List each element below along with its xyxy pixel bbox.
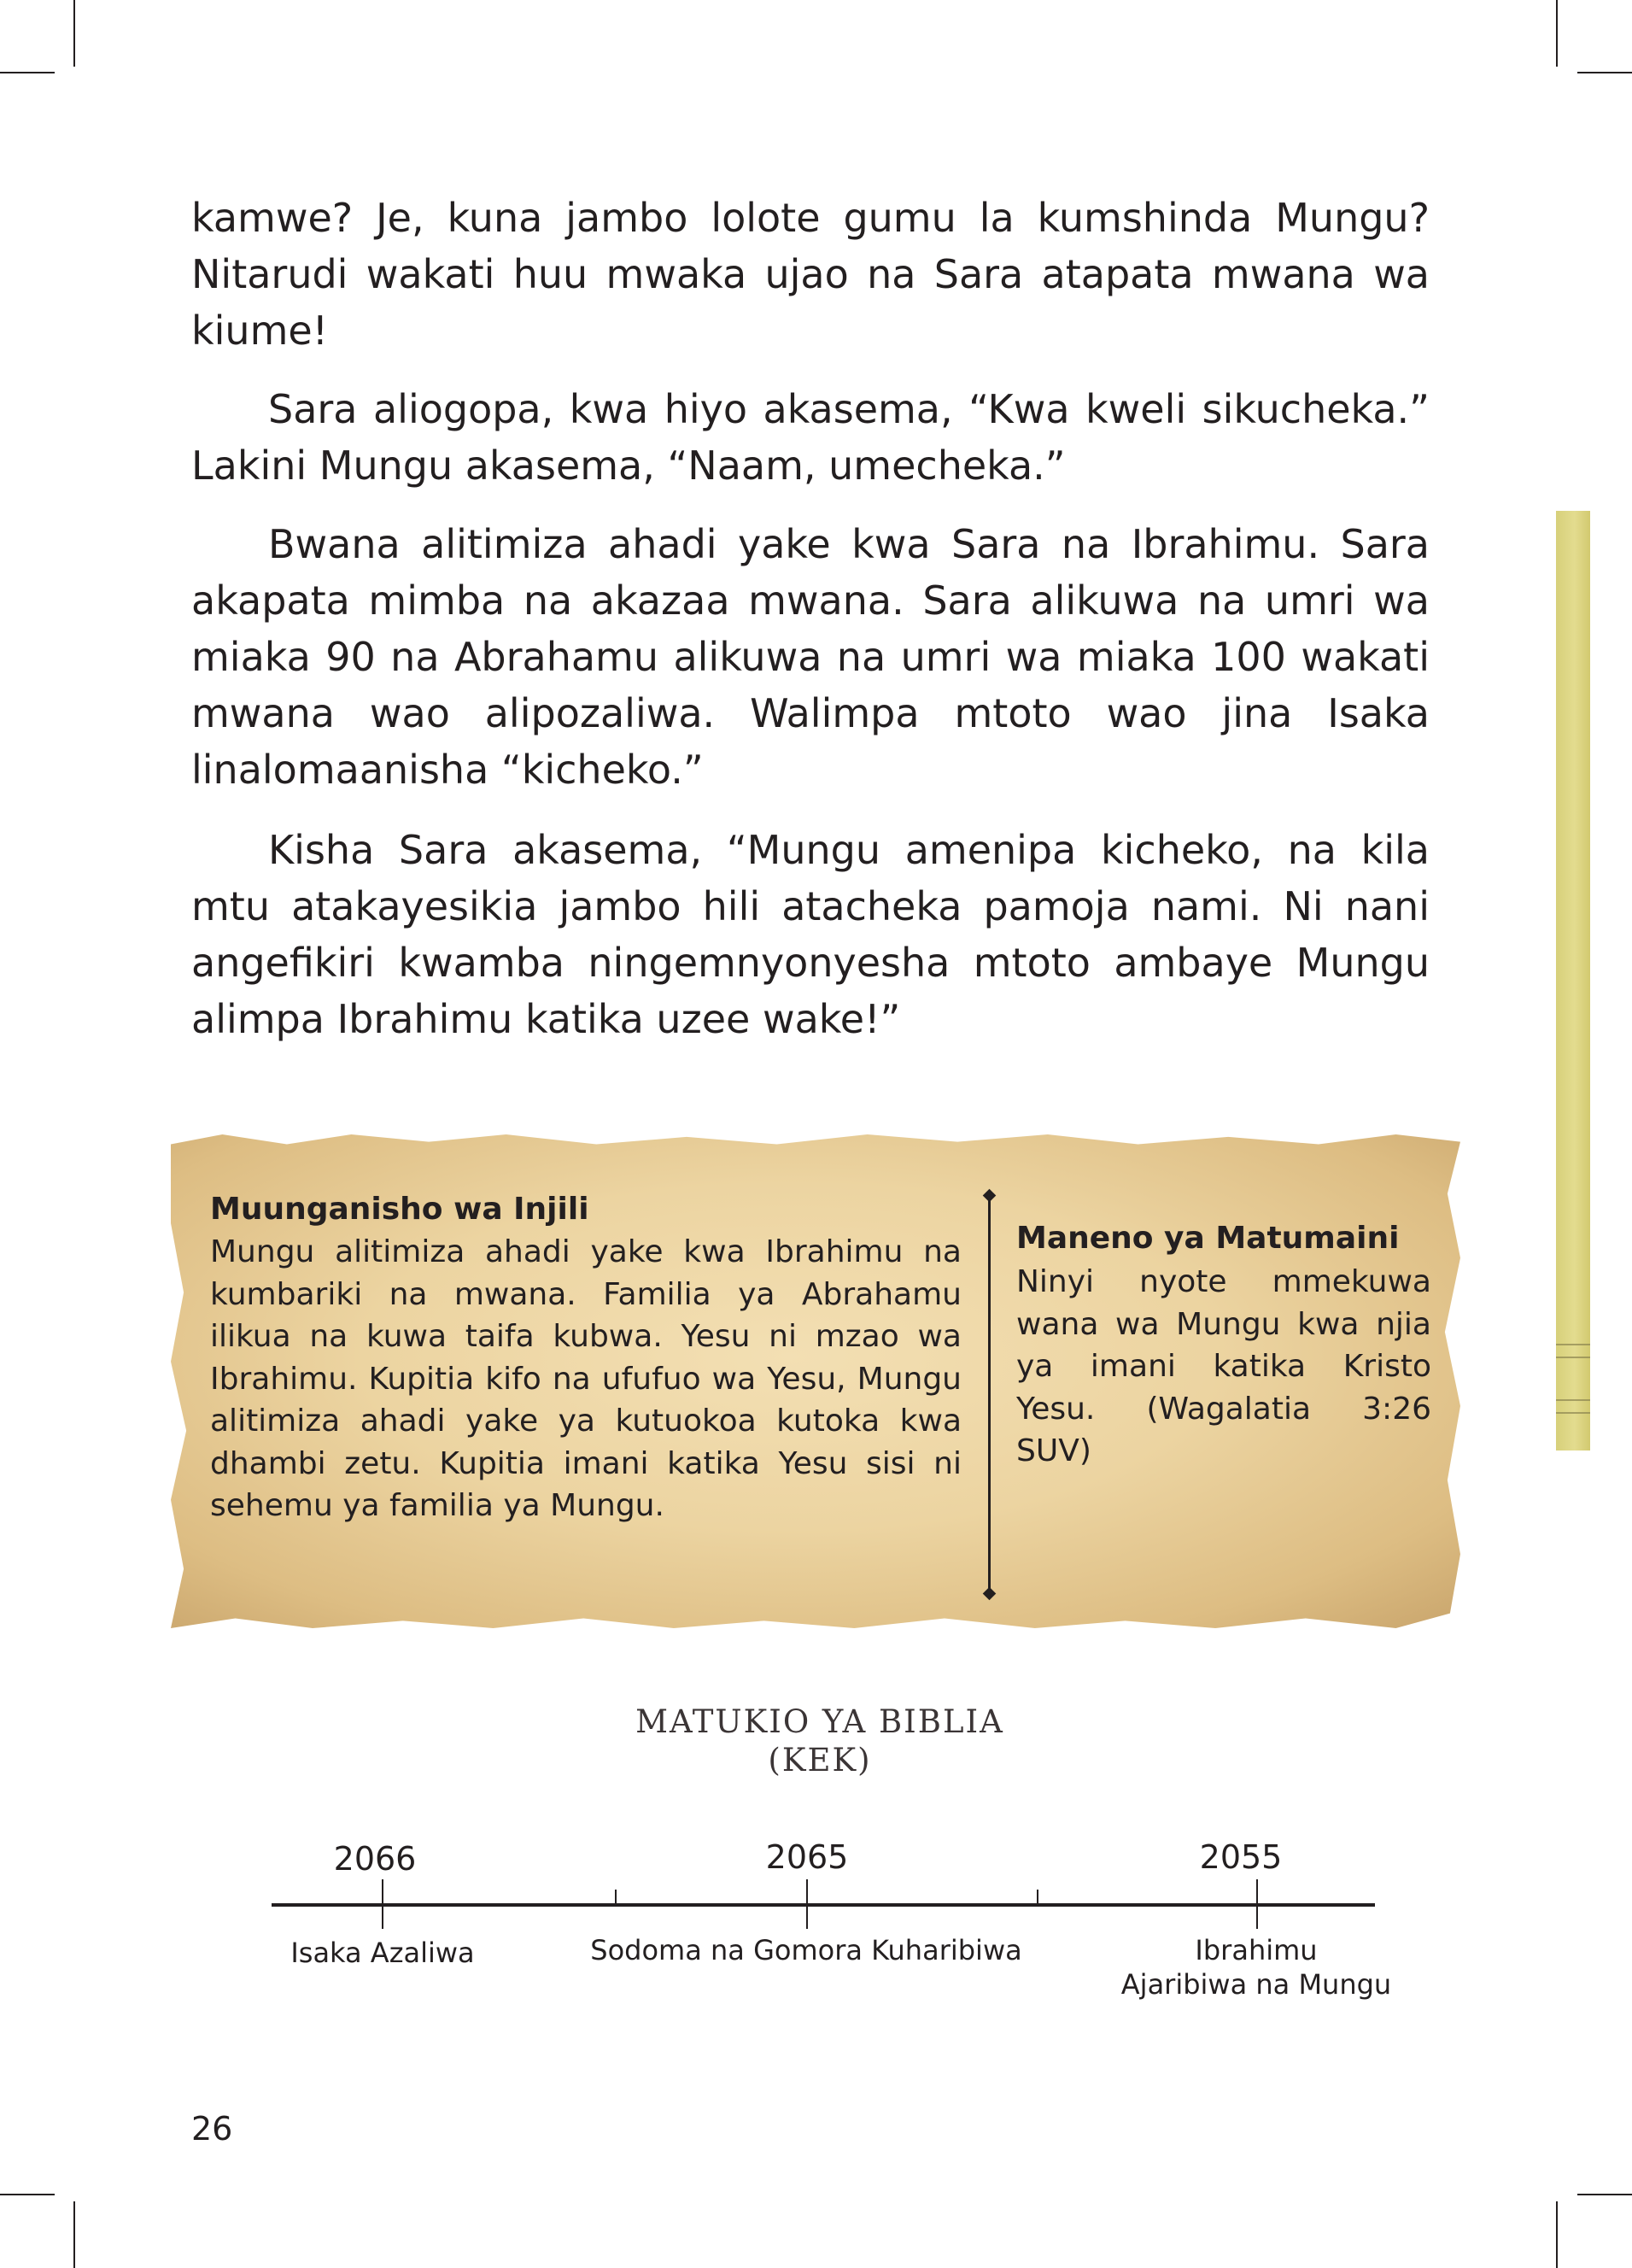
timeline-tick (615, 1890, 617, 1903)
crop-mark (1556, 2201, 1558, 2268)
body-paragraph: Bwana alitimiza ahadi yake kwa Sara na Ibrahimu. Sara akapata mimba na akazaa mwana. Sara alikuwa na umri wa miaka 90 na Abrahamu alikuwa na umri wa miaka 100 wakati mwana wao alipozaliwa. Walimpa mtoto wao jina Isaka linalomaanisha “kicheko.” (191, 521, 1430, 793)
timeline-year: 2066 (333, 1840, 417, 1878)
crop-mark (1577, 72, 1632, 73)
box-divider (988, 1196, 991, 1594)
timeline-event-label: Sodoma na Gomora Kuharibiwa (590, 1934, 1022, 1966)
timeline-axis (272, 1903, 1375, 1907)
body-paragraph: kamwe? Je, kuna jambo lolote gumu la kumshinda Mungu? Nitarudi wakati huu mwaka ujao na Sara atapata mwana wa kiume! (191, 195, 1430, 354)
timeline-tick (382, 1879, 383, 1929)
timeline-event-label: Ibrahimu (1195, 1934, 1318, 1966)
body-paragraph: Kisha Sara akasema, “Mungu amenipa kicheko, na kila mtu atakayesikia jambo hili atacheka pamoja nami. Ni nani angefikiri kwamba ningemnyonyesha mtoto ambaye Mungu alimpa Ibrahimu katika uzee wake!” (191, 827, 1430, 1042)
gospel-connection-title: Muunganisho wa Injili (210, 1192, 589, 1227)
timeline-tick (1256, 1879, 1258, 1929)
timeline-title: MATUKIO YA BIBLIA (635, 1703, 1004, 1740)
body-paragraph: Sara aliogopa, kwa hiyo akasema, “Kwa kweli sikucheka.” Lakini Mungu akasema, “Naam, umecheka.” (191, 386, 1430, 489)
timeline-subtitle: (KEK) (768, 1742, 872, 1779)
crop-mark (0, 2194, 55, 2195)
crop-mark (73, 2201, 75, 2268)
page-number: 26 (191, 2110, 233, 2148)
words-of-hope-text: Ninyi nyote mmekuwa wana wa Mungu kwa njia ya imani katika Kristo Yesu. (Wagalatia 3:26 SUV) (1016, 1264, 1431, 1468)
words-of-hope-title: Maneno ya Matumaini (1016, 1221, 1400, 1256)
timeline-event-label: Ajaribiwa na Mungu (1120, 1968, 1392, 2001)
chapter-side-tab (1556, 511, 1590, 1450)
crop-mark (1556, 0, 1558, 67)
crop-mark (73, 0, 75, 67)
timeline-year: 2055 (1199, 1838, 1283, 1876)
crop-mark (1577, 2194, 1632, 2195)
timeline-year: 2065 (765, 1838, 849, 1876)
timeline-tick (806, 1879, 808, 1929)
timeline-event-label: Isaka Azaliwa (290, 1937, 475, 1969)
gospel-connection-text: Mungu alitimiza ahadi yake kwa Ibrahimu na kumbariki na mwana. Familia ya Abrahamu ilikua na kuwa taifa kubwa. Yesu ni mzao wa Ibrahimu. Kupitia kifo na ufufuo wa Yesu, Mungu alitimiza ahadi yake ya kutuokoa kutoka kwa dhambi zetu. Kupitia imani katika Yesu sisi ni sehemu ya familia ya Mungu. (210, 1234, 962, 1523)
crop-mark (0, 72, 55, 73)
timeline-tick (1037, 1890, 1038, 1903)
